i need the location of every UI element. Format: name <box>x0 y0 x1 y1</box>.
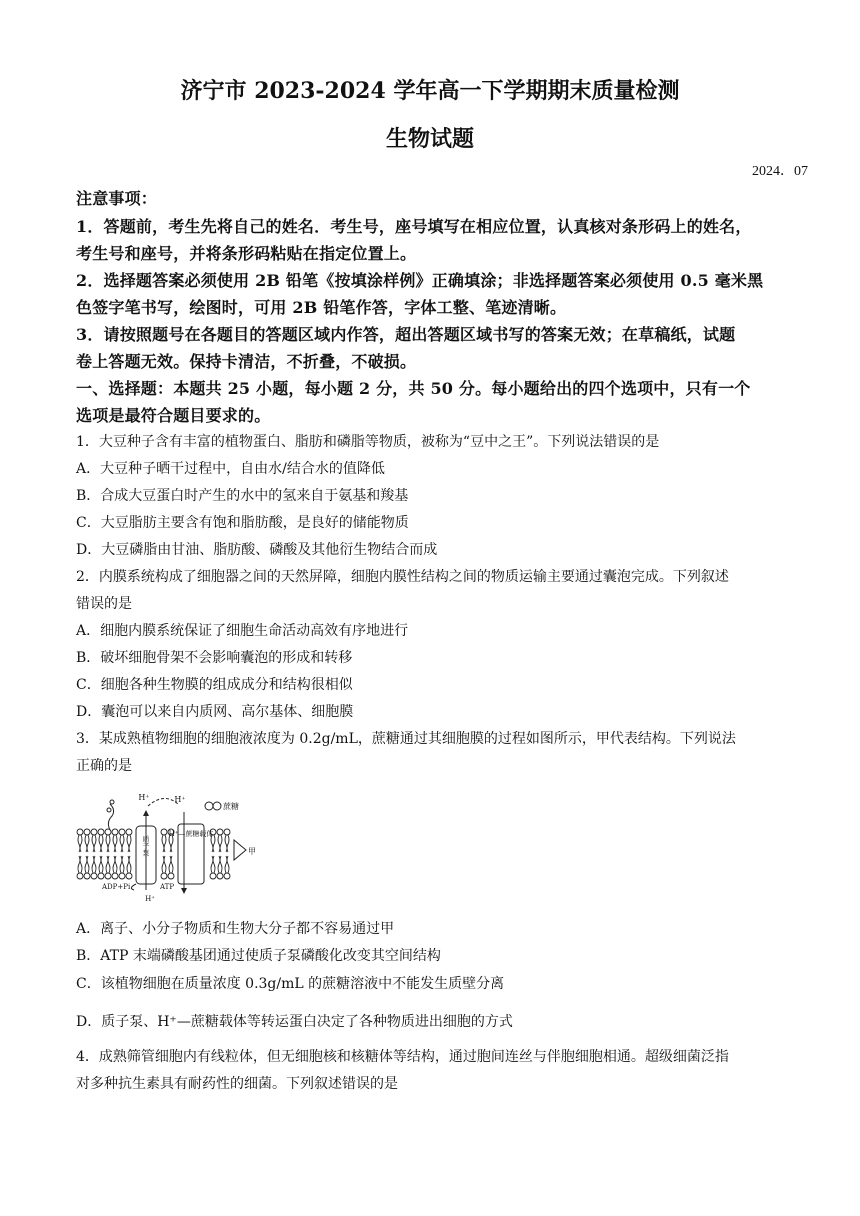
question-1-option-a: A．大豆种子晒干过程中，自由水/结合水的值降低 <box>76 461 385 477</box>
phospholipid-tail <box>227 835 229 852</box>
phospholipid-tail <box>129 835 131 852</box>
question-3-stem: 3．某成熟植物细胞的细胞液浓度为 0.2g/mL，蔗糖通过其细胞膜的过程如图所示，甲代表结构。下列说法 <box>76 731 736 747</box>
phospholipid-tail <box>94 856 96 873</box>
phospholipid-head <box>126 873 132 879</box>
phospholipid-tail <box>80 835 82 852</box>
phospholipid-head <box>77 829 83 835</box>
phospholipid-tail <box>164 835 166 852</box>
phospholipid-head <box>168 873 174 879</box>
sucrose-molecule-icon <box>213 802 221 810</box>
section-heading: 一、选择题：本题共 25 小题，每小题 2 分，共 50 分。每小题给出的四个选项中，只有一个 <box>76 379 751 398</box>
phospholipid-tail <box>115 835 117 852</box>
sucrose-label: 蔗糖 <box>223 802 239 811</box>
phospholipid-tail <box>122 835 124 852</box>
question-2-stem: 2．内膜系统构成了细胞器之间的天然屏障，细胞内膜性结构之间的物质运输主要通过囊泡完成。下列叙述 <box>76 569 729 585</box>
phospholipid-tail <box>164 856 166 873</box>
question-3-option-c: C．该植物细胞在质量浓度 0.3g/mL 的蔗糖溶液中不能发生质壁分离 <box>76 976 505 992</box>
phospholipid-tail <box>213 856 215 873</box>
phospholipid-tail <box>220 856 222 873</box>
phospholipid-tail <box>227 856 229 873</box>
phospholipid-tail <box>101 856 103 873</box>
notice-line: 3．请按照题号在各题目的答题区域内作答，超出答题区域书写的答案无效；在草稿纸，试题 <box>76 325 736 344</box>
arrow-head <box>143 810 149 816</box>
structure-jia-label: 甲 <box>248 847 256 856</box>
phospholipid-tail <box>108 835 110 852</box>
phospholipid-head <box>119 873 125 879</box>
sucrose-molecule-icon <box>205 802 213 810</box>
notice-line: 考生号和座号，并将条形码粘贴在指定位置上。 <box>76 244 417 263</box>
carrier-label: H⁺—蔗糖载体 <box>168 830 214 838</box>
question-3-stem: 正确的是 <box>76 758 132 774</box>
phospholipid-head <box>119 829 125 835</box>
notice-heading: 注意事项： <box>76 189 158 208</box>
sugar-icon <box>107 808 111 812</box>
phospholipid-head <box>126 829 132 835</box>
atp-label: ATP <box>160 883 175 891</box>
question-1-option-d: D．大豆磷脂由甘油、脂肪酸、磷酸及其他衍生物结合而成 <box>76 542 438 558</box>
phospholipid-head <box>84 829 90 835</box>
question-2-option-c: C．细胞各种生物膜的组成成分和结构很相似 <box>76 677 353 693</box>
phospholipid-tail <box>171 856 173 873</box>
phospholipid-head <box>84 873 90 879</box>
question-4-stem: 4．成熟筛管细胞内有线粒体，但无细胞核和核糖体等结构，通过胞间连丝与伴胞细胞相通。超级细菌泛指 <box>76 1049 729 1065</box>
notice-line: 1．答题前，考生先将自己的姓名．考生号，座号填写在相应位置，认真核对条形码上的姓名， <box>76 217 752 236</box>
phospholipid-tail <box>87 856 89 873</box>
phospholipid-head <box>112 829 118 835</box>
sugar-icon <box>110 800 114 804</box>
phospholipid-head <box>161 829 167 835</box>
notice-line: 2．选择题答案必须使用 2B 铅笔《按填涂样例》正确填涂；非选择题答案必须使用 0.5 毫米黑 <box>76 271 764 290</box>
phospholipid-tail <box>108 856 110 873</box>
notice-line: 卷上答题无效。保持卡清洁，不折叠，不破损。 <box>76 352 417 371</box>
phospholipid-head <box>98 873 104 879</box>
question-2-option-a: A．细胞内膜系统保证了细胞生命活动高效有序地进行 <box>76 623 409 639</box>
question-1-option-c: C．大豆脂肪主要含有饱和脂肪酸，是良好的储能物质 <box>76 515 409 531</box>
phospholipid-tail <box>87 835 89 852</box>
phospholipid-tail <box>129 856 131 873</box>
phospholipid-tail <box>122 856 124 873</box>
phospholipid-head <box>77 873 83 879</box>
phospholipid-tail <box>115 856 117 873</box>
notice-line: 色签字笔书写，绘图时，可用 2B 铅笔作答，字体工整、笔迹清晰。 <box>76 298 567 317</box>
exam-subtitle: 生物试题 <box>385 126 474 152</box>
question-2-option-b: B．破坏细胞骨架不会影响囊泡的形成和转移 <box>76 650 353 666</box>
phospholipid-head <box>224 829 230 835</box>
phospholipid-head <box>217 873 223 879</box>
phospholipid-tail <box>220 835 222 852</box>
membrane-transport-diagram <box>76 788 276 906</box>
phospholipid-head <box>105 873 111 879</box>
question-1-option-b: B．合成大豆蛋白时产生的水中的氢来自于氨基和羧基 <box>76 488 409 504</box>
phospholipid-head <box>98 829 104 835</box>
phospholipid-tail <box>80 856 82 873</box>
question-4-stem: 对多种抗生素具有耐药性的细菌。下列叙述错误的是 <box>76 1076 398 1092</box>
section-heading: 选项是最符合题目要求的。 <box>76 406 271 425</box>
phospholipid-tail <box>94 835 96 852</box>
phospholipid-head <box>112 873 118 879</box>
phospholipid-head <box>91 829 97 835</box>
arrow-head <box>181 888 187 894</box>
exam-date: 2024．07 <box>752 164 808 179</box>
phospholipid-head <box>91 873 97 879</box>
phospholipid-head <box>210 873 216 879</box>
question-3-option-b: B．ATP 末端磷酸基团通过使质子泵磷酸化改变其空间结构 <box>76 948 441 964</box>
question-1-stem: 1．大豆种子含有丰富的植物蛋白、脂肪和磷脂等物质，被称为“豆中之王”。下列说法错误的是 <box>76 434 660 450</box>
phospholipid-head <box>161 873 167 879</box>
question-2-stem: 错误的是 <box>76 596 132 612</box>
h-plus-label: H⁺ <box>174 795 186 804</box>
proton-pump-label: 质子泵 <box>142 835 150 857</box>
h-plus-label: H⁺ <box>145 895 155 903</box>
reaction-arrow <box>131 884 136 890</box>
adp-label: ADP+Pi <box>102 883 131 891</box>
phospholipid-tail <box>101 835 103 852</box>
question-2-option-d: D．囊泡可以来自内质网、高尔基体、细胞膜 <box>76 704 354 720</box>
h-plus-label: H⁺ <box>138 793 150 802</box>
phospholipid-head <box>217 829 223 835</box>
exam-title: 济宁市 2023-2024 学年高一下学期期末质量检测 <box>180 78 680 104</box>
pointer-arrow-icon <box>234 840 246 860</box>
question-3-option-d: D．质子泵、H⁺—蔗糖载体等转运蛋白决定了各种物质进出细胞的方式 <box>76 1014 513 1030</box>
question-3-option-a: A．离子、小分子物质和生物大分子都不容易通过甲 <box>76 921 395 937</box>
phospholipid-head <box>224 873 230 879</box>
